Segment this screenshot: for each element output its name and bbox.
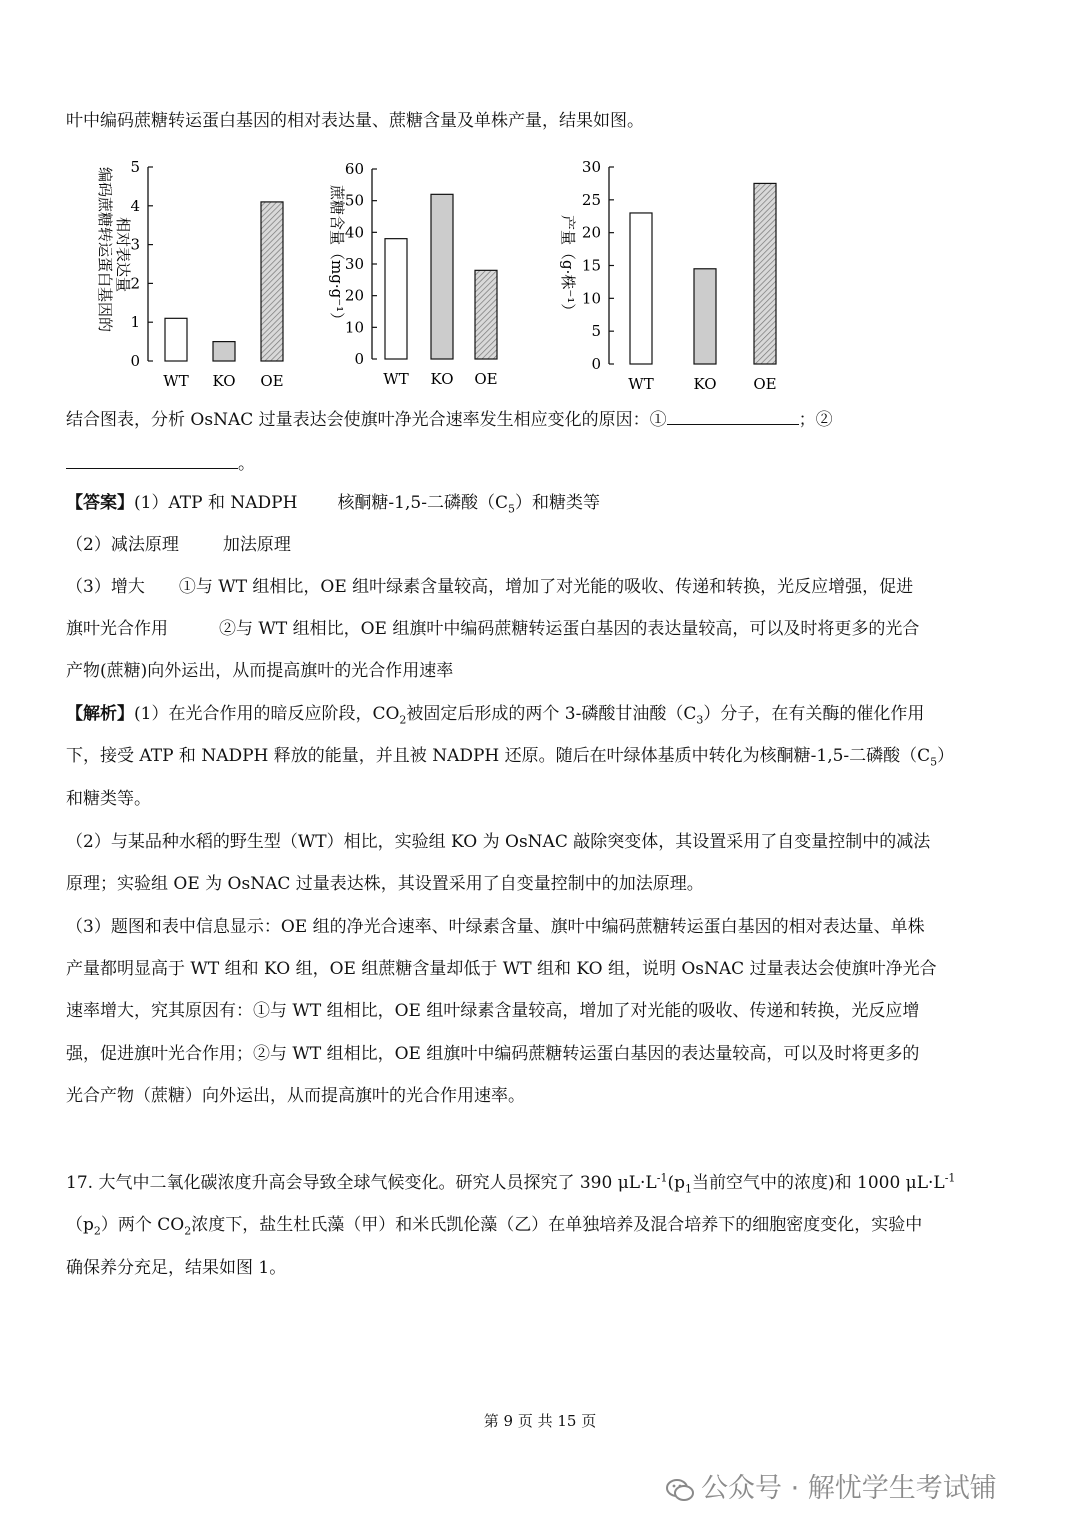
chart-2-tick-label: 10	[344, 318, 364, 337]
chart-3-tick-label: 20	[581, 223, 601, 242]
q17-line-2	[66, 1212, 922, 1238]
answer-blank-1[interactable]	[667, 406, 799, 425]
analysis-line-9: 强，促进旗叶光合作用；②与 WT 组相比，OE 组旗叶中编码蔗糖转运蛋白基因的表达量较高，可以及时将更多的	[66, 1044, 920, 1064]
chart-2-bar-wt	[385, 239, 407, 359]
analysis-line-1	[66, 701, 924, 727]
chart-1-category-label: WT	[163, 372, 189, 390]
question-end: 。	[238, 454, 255, 474]
chart-2-tick-label: 60	[344, 160, 364, 178]
chart-3-tick-label: 5	[591, 322, 601, 341]
q17-1b: (p	[667, 1173, 685, 1193]
analysis-tag: 【解析】	[66, 704, 134, 724]
chart-3-tick-label: 10	[581, 289, 601, 308]
analysis-line-3: 和糖类等。	[66, 789, 151, 809]
answer-line-4: 旗叶光合作用 ②与 WT 组相比，OE 组旗叶中编码蔗糖转运蛋白基因的表达量较高，可以及时将更多的光合	[66, 619, 920, 639]
analysis-line-4: （2）与某品种水稻的野生型（WT）相比，实验组 KO 为 OsNAC 敲除突变体，其设置采用了自变量控制中的减法	[66, 832, 931, 852]
sub-c5-2: 5	[930, 755, 938, 769]
chart-3-tick-label: 15	[581, 256, 601, 275]
chart-1-category-label: KO	[212, 372, 236, 390]
analysis-2a: 下，接受 ATP 和 NADPH 释放的能量，并且被 NADPH 还原。随后在叶绿体基质中转化为核酮糖-1,5-二磷酸（C	[66, 746, 931, 766]
sub-p1: 1	[684, 1182, 692, 1196]
chart-1-ylabel-line2: 相对表达量	[114, 217, 132, 293]
sub-co2: 2	[399, 713, 407, 727]
chart-2-tick-label: 40	[344, 223, 364, 242]
chart-3-ylabel: 产量（g·株⁻¹）	[559, 215, 577, 319]
answer-blank-2[interactable]	[66, 450, 238, 469]
answer-1-text-b: 核酮糖-1,5-二磷酸（C	[337, 493, 508, 513]
analysis-1b: 被固定后形成的两个 3-磷酸甘油酸（C	[406, 704, 697, 724]
answer-line-5: 产物(蔗糖)向外运出，从而提高旗叶的光合作用速率	[66, 661, 454, 681]
question-line-2	[66, 450, 255, 477]
chart-2-ylabel: 蔗糖含量（mg·g⁻¹）	[328, 185, 346, 328]
chart-1-tick-label: 3	[130, 235, 140, 254]
analysis-line-6: （3）题图和表中信息显示：OE 组的净光合速率、叶绿素含量、旗叶中编码蔗糖转运蛋白基因的相对表达量、单株	[66, 917, 925, 937]
chart-expression	[80, 155, 310, 395]
q17-2c: 浓度下，盐生杜氏藻（甲）和米氏凯伦藻（乙）在单独培养及混合培养下的细胞密度变化，实验中	[191, 1215, 923, 1235]
chart-2-category-label: WT	[383, 370, 409, 388]
sub-c3: 3	[696, 713, 704, 727]
chart-1-tick-label: 5	[130, 158, 140, 176]
sub-p2: 2	[93, 1224, 101, 1238]
q17-1c: 当前空气中的浓度)和 1000 μL·L	[691, 1173, 945, 1193]
answer-line-3: （3）增大 ①与 WT 组相比，OE 组叶绿素含量较高，增加了对光能的吸收、传递和转换，光反应增强，促进	[66, 577, 914, 597]
chart-1-tick-label: 0	[130, 352, 140, 370]
watermark	[665, 1466, 997, 1505]
analysis-line-5: 原理；实验组 OE 为 OsNAC 过量表达株，其设置采用了自变量控制中的加法原理。	[66, 874, 704, 894]
analysis-2b: ）	[937, 746, 955, 766]
analysis-line-10: 光合产物（蔗糖）向外运出，从而提高旗叶的光合作用速率。	[66, 1086, 525, 1106]
answer-2-text: （2）减法原理	[66, 535, 179, 555]
answer-line-2	[66, 532, 291, 558]
answer-line-1	[66, 490, 600, 516]
chart-1-ylabel-line1: 编码蔗糖转运蛋白基因的	[96, 167, 114, 333]
sub-c5: 5	[507, 502, 515, 516]
chart-2-tick-label: 30	[344, 255, 364, 273]
answer-2-text-b: 加法原理	[222, 535, 291, 555]
chart-3-bar-oe	[754, 183, 776, 364]
chart-3-tick-label: 25	[581, 190, 601, 209]
chart-1-tick-label: 1	[130, 313, 140, 332]
page-footer: 第 9 页 共 15 页	[483, 1412, 597, 1430]
chart-1-tick-label: 4	[130, 196, 140, 215]
answer-tag: 【答案】	[66, 493, 134, 513]
chart-2-bar-oe	[475, 270, 497, 359]
analysis-line-8: 速率增大，究其原因有：①与 WT 组相比，OE 组叶绿素含量较高，增加了对光能的吸收、传递和转换，光反应增	[66, 1001, 920, 1021]
chart-2-bar-ko	[431, 194, 453, 359]
sub-co2-q17: 2	[184, 1224, 192, 1238]
chart-2-tick-label: 20	[344, 286, 364, 305]
analysis-1c: ）分子，在有关酶的催化作用	[703, 704, 925, 724]
answer-1-text: (1）ATP 和 NADPH	[134, 493, 298, 513]
sup-minus1-b: -1	[944, 1171, 956, 1185]
question-line	[66, 406, 833, 433]
intro-line: 叶中编码蔗糖转运蛋白基因的相对表达量、蔗糖含量及单株产量，结果如图。	[66, 111, 644, 131]
chart-3-bar-ko	[694, 269, 716, 364]
chart-3-category-label: KO	[693, 375, 717, 393]
chart-3-category-label: OE	[753, 375, 777, 393]
chart-1-bar-oe	[261, 202, 283, 361]
q17-line-3: 确保养分充足，结果如图 1。	[66, 1258, 287, 1278]
chart-3-category-label: WT	[628, 375, 654, 393]
q17-2a: （p	[66, 1215, 94, 1235]
q17-2b: ）两个 CO	[100, 1215, 185, 1235]
chart-3-bar-wt	[630, 213, 652, 364]
chart-2-tick-label: 0	[354, 350, 364, 368]
sup-minus1-a: -1	[656, 1171, 668, 1185]
analysis-line-7: 产量都明显高于 WT 组和 KO 组，OE 组蔗糖含量却低于 WT 组和 KO 组，说明 OsNAC 过量表达会使旗叶净光合	[66, 959, 937, 979]
chart-3-tick-label: 0	[591, 355, 601, 373]
analysis-1a: (1）在光合作用的暗反应阶段，CO	[134, 704, 400, 724]
chart-1-tick-label: 2	[130, 274, 140, 293]
chart-2-category-label: KO	[430, 370, 454, 388]
question-text: 结合图表，分析 OsNAC 过量表达会使旗叶净光合速率发生相应变化的原因：①	[66, 410, 667, 430]
watermark-text: 公众号 · 解忧学生考试铺	[701, 1473, 997, 1504]
chart-yield	[545, 155, 795, 395]
chart-1-bar-ko	[213, 342, 235, 361]
q17-1a: 17. 大气中二氧化碳浓度升高会导致全球气候变化。研究人员探究了 390 μL·L	[66, 1173, 657, 1193]
chart-sucrose	[312, 155, 522, 395]
chart-1-bar-wt	[165, 318, 187, 361]
q17-line-1	[66, 1170, 955, 1196]
chart-2-tick-label: 50	[344, 191, 364, 210]
question-sep: ；②	[798, 410, 833, 430]
chart-1-ylabel	[96, 167, 132, 332]
wechat-icon	[665, 1477, 695, 1503]
answer-1-text-c: ）和糖类等	[514, 493, 600, 513]
chart-2-category-label: OE	[474, 370, 498, 388]
chart-1-category-label: OE	[260, 372, 284, 390]
analysis-line-2	[66, 743, 954, 769]
chart-3-tick-label: 30	[581, 158, 601, 176]
